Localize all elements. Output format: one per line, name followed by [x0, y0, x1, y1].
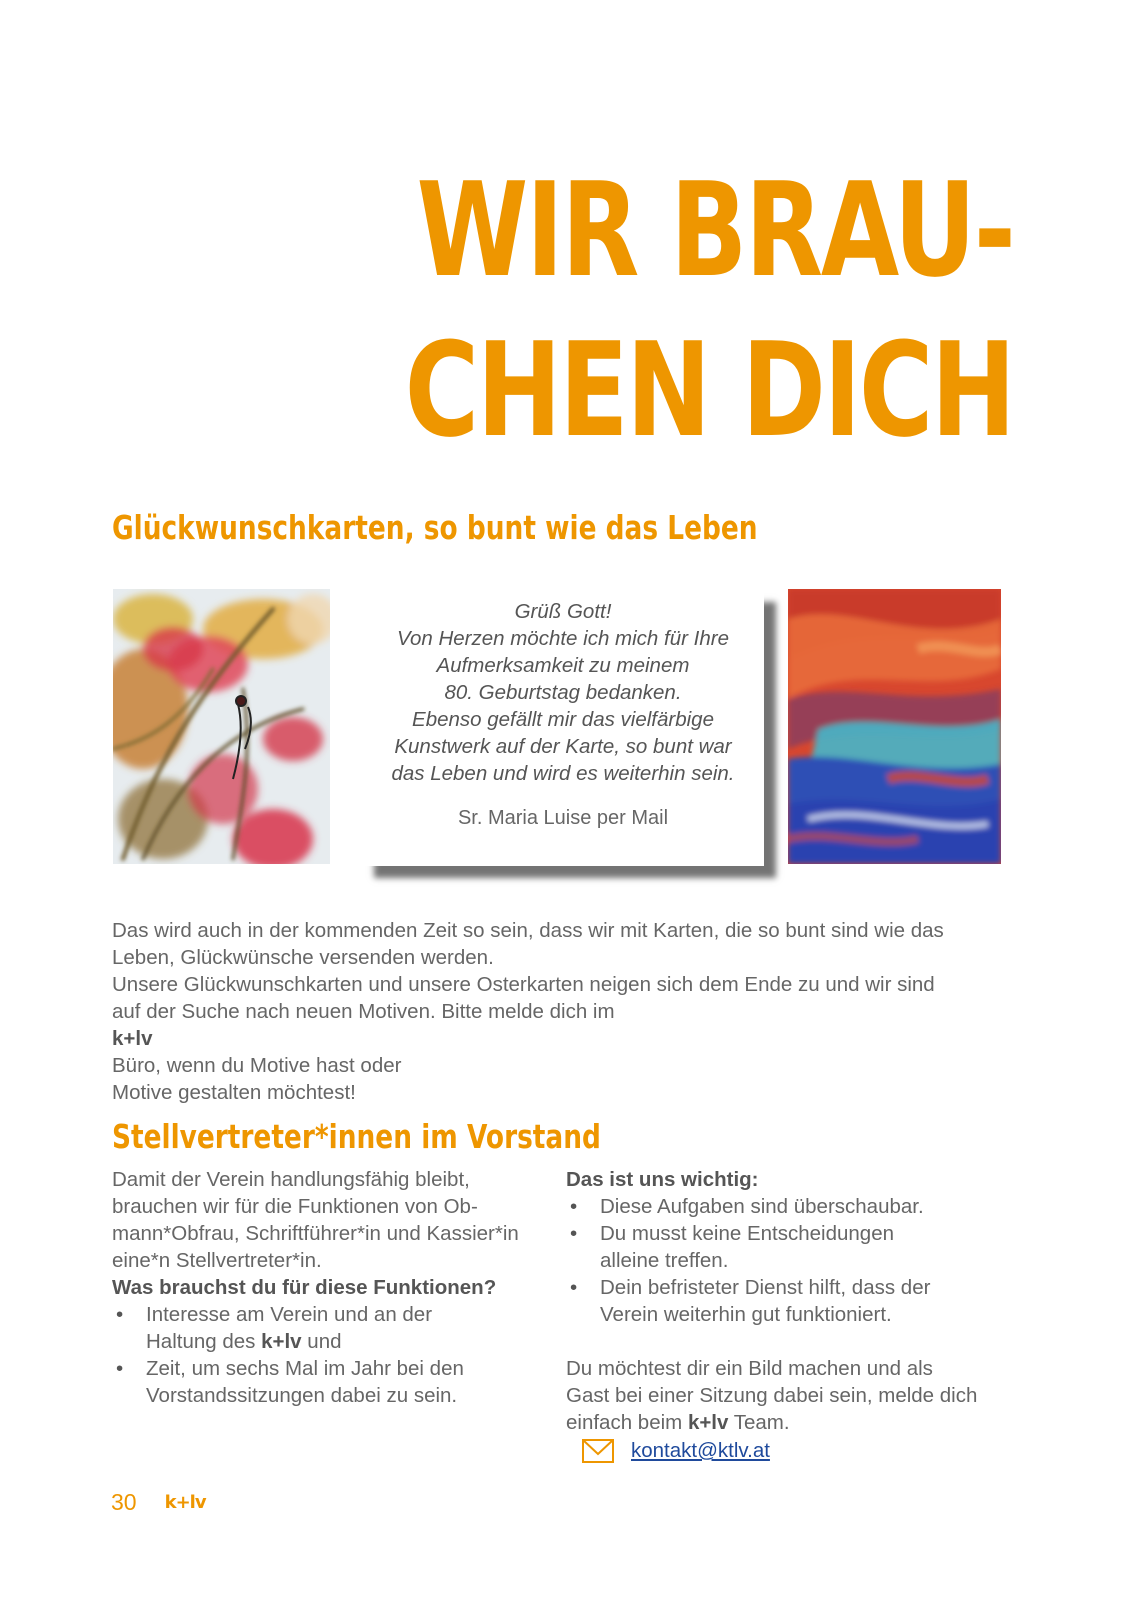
list-item-line: • Zeit, um sechs Mal im Jahr bei den: [146, 1357, 464, 1380]
intro-line: Das wird auch in der kommenden Zeit so sein, dass wir mit Karten, die so bunt sind wie das: [112, 919, 944, 942]
right-closing-line: Du möchtest dir ein Bild machen und als: [566, 1357, 933, 1380]
quote-line: das Leben und wird es weiterhin sein.: [391, 762, 735, 785]
right-closing: [566, 1355, 1006, 1436]
list-item-line: alleine treffen.: [600, 1249, 729, 1272]
subtitle: Glückwunschkarten, so bunt wie das Leben: [112, 508, 758, 547]
abstract-painting-artwork: [788, 589, 1001, 864]
right-bullet-list: [566, 1193, 1006, 1328]
right-column: [566, 1166, 1006, 1436]
intro-line: Motive gestalten möchtest!: [112, 1081, 356, 1104]
left-heading: Was brauchst du für diese Funktionen?: [112, 1276, 497, 1299]
intro-line: Leben, Glückwünsche versenden werden.: [112, 946, 494, 969]
list-item-line: • Diese Aufgaben sind überschaubar.: [600, 1195, 924, 1218]
left-intro: [112, 1166, 542, 1274]
right-closing-line: [566, 1409, 1006, 1436]
left-intro-line: mann*Obfrau, Schriftführer*in und Kassier*in: [112, 1222, 519, 1245]
list-item-line: • Interesse am Verein und an der: [146, 1303, 433, 1326]
quote-line: Grüß Gott!: [514, 600, 612, 623]
mail-icon: [582, 1439, 614, 1463]
brand-name: k+lv: [261, 1330, 302, 1353]
intro-line-part: Büro, wenn du Motive hast oder: [112, 1054, 402, 1077]
intro-line: [112, 998, 1012, 1079]
list-item-line: Vorstandssitzungen dabei zu sein.: [146, 1384, 458, 1407]
list-item: [112, 1355, 542, 1409]
intro-line: Unsere Glückwunschkarten und unsere Osterkarten neigen sich dem Ende zu und wir sind: [112, 973, 935, 996]
list-item: [112, 1301, 542, 1355]
left-bullet-list: [112, 1301, 542, 1409]
quote-signature: Sr. Maria Luise per Mail: [457, 807, 669, 829]
quote-line: Aufmerksamkeit zu meinem: [436, 654, 690, 677]
section-title: Stellvertreter*innen im Vorstand: [112, 1117, 601, 1156]
intro-line-part: auf der Suche nach neuen Motiven. Bitte melde dich im: [112, 1000, 615, 1023]
list-item-line: [146, 1328, 542, 1355]
page-title-line-2: CHEN DICH: [405, 314, 1014, 466]
quote-line: Ebenso gefällt mir das vielfärbige: [412, 708, 714, 731]
abstract-painting-image: [788, 589, 1001, 864]
list-item: [566, 1274, 1006, 1328]
right-closing-part: Team.: [728, 1411, 790, 1434]
right-closing-part: einfach beim: [566, 1411, 688, 1434]
page-title: [405, 150, 1014, 470]
intro-paragraph: [112, 917, 1012, 1106]
footer: [111, 1488, 206, 1516]
watercolor-flowers-artwork: [113, 589, 330, 864]
left-intro-line: Damit der Verein handlungsfähig bleibt,: [112, 1168, 470, 1191]
quote-line: Von Herzen möchte ich mich für Ihre: [397, 627, 729, 650]
left-intro-line: brauchen wir für die Funktionen von Ob-: [112, 1195, 478, 1218]
email-link[interactable]: kontakt@ktlv.at: [631, 1439, 770, 1462]
list-item-part: Haltung des: [146, 1330, 262, 1353]
page-number: 30: [111, 1489, 137, 1515]
contact-row: [582, 1437, 770, 1464]
list-item: [566, 1193, 1006, 1220]
list-item: [566, 1220, 1006, 1274]
left-column: [112, 1166, 542, 1409]
list-item-line: • Du musst keine Entscheidungen: [600, 1222, 895, 1245]
right-closing-line: Gast bei einer Sitzung dabei sein, melde dich: [566, 1384, 978, 1407]
brand-name: k+lv: [687, 1411, 729, 1434]
watercolor-flowers-image: [113, 589, 330, 864]
quote-line: 80. Geburtstag bedanken.: [444, 681, 682, 704]
right-heading: Das ist uns wichtig:: [566, 1168, 759, 1191]
brand-name: k+lv: [112, 1027, 153, 1050]
page-title-line-1: WIR BRAU-: [416, 154, 1015, 306]
quote-line: Kunstwerk auf der Karte, so bunt war: [394, 735, 732, 758]
footer-logo: k+lv: [164, 1491, 206, 1513]
spacer: [566, 1328, 1006, 1355]
left-intro-line: eine*n Stellvertreter*in.: [112, 1249, 322, 1272]
list-item-line: Verein weiterhin gut funktioniert.: [600, 1303, 892, 1326]
list-item-part: und: [301, 1330, 342, 1353]
quote-card: [362, 590, 764, 866]
list-item-line: • Dein befristeter Dienst hilft, dass der: [600, 1276, 931, 1299]
quote-text: [362, 598, 764, 787]
